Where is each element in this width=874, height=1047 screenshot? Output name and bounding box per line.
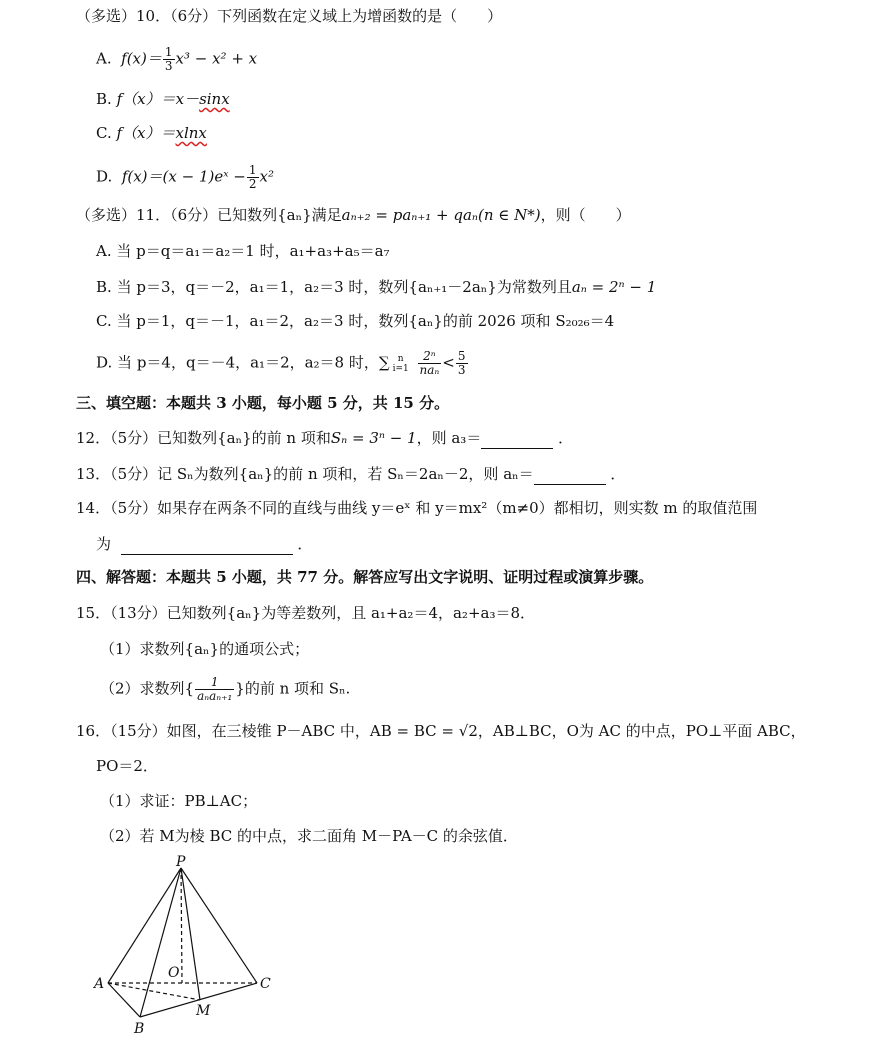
section-3-heading: 三、填空题：本题共 3 小题，每小题 5 分，共 15 分。: [76, 394, 450, 412]
q13: 13．（5分）记 Sₙ为数列{aₙ}的前 n 项和，若 Sₙ＝2aₙ－2，则 aₙ＝ ．: [76, 462, 625, 485]
q14-line2: 为 ．: [96, 532, 312, 555]
q12: 12．（5分）已知数列{aₙ}的前 n 项和Sₙ = 3ⁿ − 1，则 a₃＝ ．: [76, 426, 573, 449]
edge-ab: [108, 983, 140, 1017]
q11-stem: （多选）11．（6分）已知数列{aₙ}满足aₙ₊₂ = paₙ₊₁ + qaₙ(n ∈ N*)，则（ ）: [76, 206, 631, 224]
segment-po: [181, 868, 182, 983]
q16-part-2: （2）若 M为棱 BC 的中点，求二面角 M－PA－C 的余弦值．: [100, 827, 518, 845]
q16-part-1: （1）求证：PB⊥AC；: [100, 792, 258, 810]
q10-option-b: B. f（x）＝x－sinx: [96, 90, 230, 108]
pyramid-figure: [90, 855, 290, 1040]
label-c: C: [260, 976, 271, 992]
q16-line1: 16．（15分）如图，在三棱锥 P－ABC 中，AB = BC = √2，AB⊥BC，O为 AC 的中点，PO⊥平面 ABC，: [76, 722, 806, 740]
label-a: A: [94, 976, 105, 992]
section-4-heading: 四、解答题：本题共 5 小题，共 77 分。解答应写出文字说明、证明过程或演算步骤。: [76, 568, 654, 586]
q16-line2: PO＝2．: [96, 757, 158, 775]
q11-option-b: B. 当 p＝3，q＝－2，a₁＝1，a₂＝3 时，数列{aₙ₊₁－2aₙ}为常数列且aₙ = 2ⁿ − 1: [96, 278, 657, 296]
q10-stem: （多选）10．（6分）下列函数在定义域上为增函数的是（ ）: [76, 7, 503, 25]
label-o: O: [168, 965, 180, 981]
q10-option-a: A. f(x)＝ $\frac{1}{3}$ x³ − x² + x: [96, 45, 258, 73]
q10-option-c: C. f（x）＝xlnx: [96, 124, 207, 142]
q14-line1: 14．（5分）如果存在两条不同的直线与曲线 y＝eˣ 和 y＝mx²（m≠0）都相切，则实数 m 的取值范围: [76, 499, 758, 517]
q11-option-d: D. 当 p＝4，q＝－4，a₁＝2，a₂＝8 时，∑ n i=1 $\frac{\text{2ⁿ}}{\text{naₙ}}$ < $\frac{5}{3}$: [96, 349, 466, 377]
label-m: M: [196, 1003, 211, 1019]
q11-option-c: C. 当 p＝1，q＝－1，a₁＝2，a₂＝3 时，数列{aₙ}的前 2026 项和 S₂₀₂₆＝4: [96, 312, 615, 330]
edge-pm: [181, 868, 200, 1000]
label-p: P: [176, 855, 186, 870]
edge-pb: [140, 868, 181, 1017]
edge-pc: [181, 868, 257, 983]
q11-option-a: A. 当 p＝q＝a₁＝a₂＝1 时，a₁+a₃+a₅＝a₇: [96, 242, 390, 260]
q10-option-d: D. f(x)＝(x − 1)eˣ − $\frac{1}{2}$ x²: [96, 163, 275, 191]
q15-part-1: （1）求数列{aₙ}的通项公式；: [100, 640, 310, 658]
q15-stem: 15．（13分）已知数列{aₙ}为等差数列，且 a₁+a₂＝4，a₂+a₃＝8．: [76, 604, 536, 622]
q15-part-2: （2）求数列{ $\frac{1}{\text{aₙaₙ₊₁}}$ }的前 n 项和 Sₙ.: [100, 675, 351, 703]
label-b: B: [134, 1021, 145, 1037]
